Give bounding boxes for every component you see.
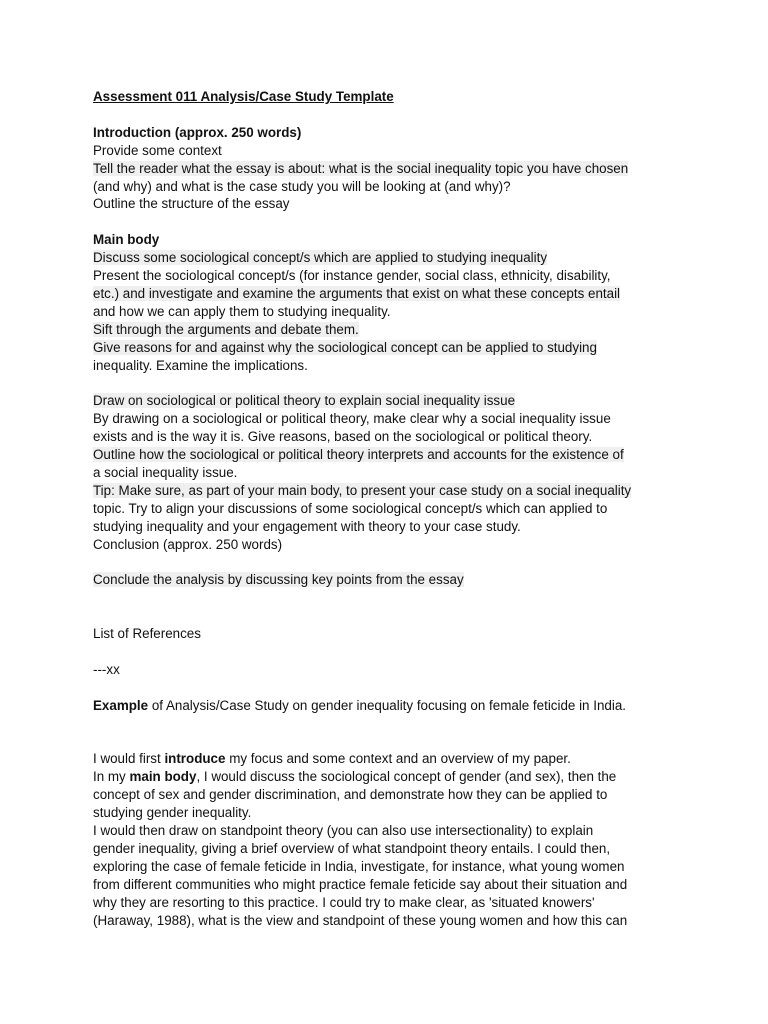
intro-line: Provide some context	[93, 142, 222, 158]
theory-line: topic. Try to align your discussions of some sociological concept/s which can applied to	[93, 500, 608, 516]
main-body-heading: Main body	[93, 232, 160, 248]
theory-line: Draw on sociological or political theory to explain social inequality issue	[93, 393, 516, 409]
body-text: In my	[93, 769, 130, 785]
body-line: (Haraway, 1988), what is the view and standpoint of these young women and how this can	[93, 912, 628, 928]
separator-text: ---xx	[93, 661, 120, 677]
conclusion-line: Conclude the analysis by discussing key points from the essay	[93, 572, 464, 588]
main-body-line: Sift through the arguments and debate them.	[93, 321, 359, 337]
main-body-line: etc.) and investigate and examine the arguments that exist on what these concepts entail	[93, 285, 621, 301]
main-body-line: and how we can apply them to studying inequality.	[93, 303, 391, 319]
spacer	[93, 715, 708, 751]
body-text: I would first	[93, 751, 165, 767]
theory-line: a social inequality issue.	[93, 464, 238, 480]
spacer	[93, 643, 708, 661]
main-body-line: Present the sociological concept/s (for instance gender, social class, ethnicity, disability,	[93, 268, 611, 284]
body-line: from different communities who might practice female feticide say about their situation and	[93, 876, 628, 892]
spacer	[93, 589, 708, 625]
intro-line: Outline the structure of the essay	[93, 196, 290, 212]
main-body-bold: main body	[129, 769, 197, 785]
main-body-line: Give reasons for and against why the sociological concept can be applied to studying	[93, 339, 597, 355]
intro-heading: Introduction (approx. 250 words)	[93, 124, 302, 140]
theory-line: studying inequality and your engagement with theory to your case study.	[93, 518, 521, 534]
spacer	[93, 106, 708, 124]
spacer	[93, 679, 708, 697]
theory-line: Tip: Make sure, as part of your main body, to present your case study on a social inequality	[93, 482, 632, 498]
body-line: studying gender inequality.	[93, 805, 252, 821]
body-line: gender inequality, giving a brief overview of what standpoint theory entails. I could then,	[93, 840, 611, 856]
example-rest: of Analysis/Case Study on gender inequality focusing on female feticide in India.	[148, 697, 626, 713]
document-title: Assessment 011 Analysis/Case Study Template	[93, 89, 394, 104]
theory-line: Outline how the sociological or political theory interprets and accounts for the existence of	[93, 447, 624, 463]
references-heading: List of References	[93, 626, 201, 642]
intro-line: (and why) and what is the case study you will be looking at (and why)?	[93, 178, 511, 194]
spacer	[93, 554, 708, 572]
theory-line: By drawing on a sociological or political theory, make clear why a social inequality issue	[93, 411, 611, 427]
main-body-line: inequality. Examine the implications.	[93, 357, 308, 373]
body-line: why they are resorting to this practice. I could try to make clear, as 'situated knowers'	[93, 894, 595, 910]
body-text: , I would discuss the sociological concept of gender (and sex), then the	[196, 769, 617, 785]
spacer	[93, 374, 708, 392]
example-line	[93, 697, 708, 715]
body-paragraph-1	[93, 750, 708, 768]
theory-line: exists and is the way it is. Give reasons, based on the sociological or political theory.	[93, 429, 593, 445]
main-body-line: Discuss some sociological concept/s which are applied to studying inequality	[93, 250, 548, 266]
spacer	[93, 213, 708, 231]
body-line: exploring the case of female feticide in India, investigate, for instance, what young women	[93, 858, 625, 874]
body-line: I would then draw on standpoint theory (you can also use intersectionality) to explain	[93, 823, 594, 839]
introduce-bold: introduce	[164, 751, 226, 767]
intro-line: Tell the reader what the essay is about: what is the social inequality topic you have chosen	[93, 160, 629, 176]
conclusion-heading: Conclusion (approx. 250 words)	[93, 536, 283, 552]
body-text: my focus and some context and an overview of my paper.	[225, 751, 571, 767]
body-line: concept of sex and gender discrimination, and demonstrate how they can be applied to	[93, 787, 608, 803]
body-paragraph-2	[93, 768, 708, 786]
example-bold: Example	[93, 697, 149, 713]
